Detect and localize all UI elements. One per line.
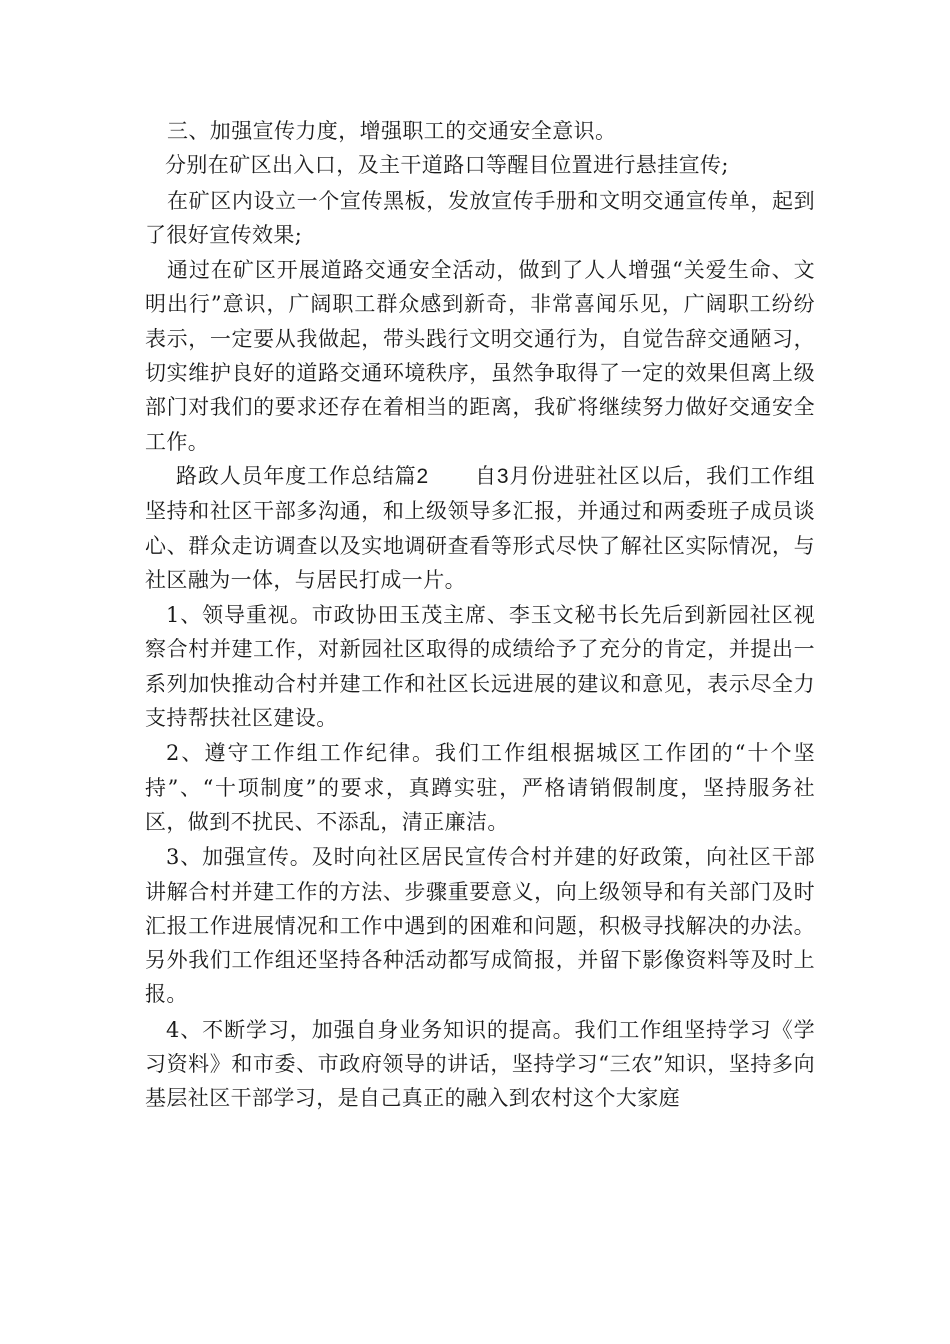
paragraph-banner-locations: 分别在矿区出入口，及主干道路口等醒目位置进行悬挂宣传; [165,153,729,178]
paragraph-article-two-intro [145,459,815,597]
document-body [145,114,815,1116]
paragraph-blackboard: 在矿区内设立一个宣传黑板，发放宣传手册和文明交通宣传单，起到了很好宣传效果; [145,188,815,247]
article-heading-number: 2 [416,464,429,488]
paragraph-safety-activity: 通过在矿区开展道路交通安全活动，做到了人人增强“关爱生命、文明出行”意识，广阔职工群众感到新奇，非常喜闻乐见，广阔职工纷纷表示，一定要从我做起，带头践行文明交通行为，自觉告辞交通陋习，切实维护良好的道路交通环境秩序，虽然争取得了一定的效果但离上级部门对我们的要求还存在着相当的距离，我矿将继续努力做好交通安全工作。 [145,258,815,454]
paragraph-item-three: 3、加强宣传。及时向社区居民宣传合村并建的好政策，向社区干部讲解合村并建工作的方法、步骤重要意义，向上级领导和有关部门及时汇报工作进展情况和工作中遇到的困难和问题，积极寻找解决的办法。另外我们工作组还坚持各种活动都写成简报，并留下影像资料等及时上报。 [145,845,815,1007]
paragraph-section-three-heading: 三、加强宣传力度，增强职工的交通安全意识。 [167,119,617,143]
intro-number: 3 [496,464,509,488]
paragraph-item-two: 2、遵守工作组工作纪律。我们工作组根据城区工作团的“十个坚持”、“十项制度”的要求，真蹲实驻，严格请销假制度，坚持服务社区，做到不扰民、不添乱，清正廉洁。 [145,741,815,834]
article-heading [176,464,429,488]
intro-prefix: 自 [474,463,497,488]
paragraph-item-one: 1、领导重视。市政协田玉茂主席、李玉文秘书长先后到新园社区视察合村并建工作，对新园社区取得的成绩给予了充分的肯定，并提出一系列加快推动合村并建工作和社区长远进展的建议和意见，表示尽全力支持帮扶社区建设。 [145,603,815,731]
article-heading-text: 路政人员年度工作总结篇 [176,463,417,488]
intro-text: 月份进驻社区以后，我们工作组坚持和社区干部多沟通，和上级领导多汇报，并通过和两委班子成员谈心、群众走访调查以及实地调研查看等形式尽快了解社区实际情况，与社区融为一体，与居民打成一片。 [145,463,815,592]
paragraph-item-four: 4、不断学习，加强自身业务知识的提高。我们工作组坚持学习《学习资料》和市委、市政府领导的讲话，坚持学习“三农”知识，坚持多向基层社区干部学习，是自己真正的融入到农村这个大家庭 [145,1017,815,1111]
